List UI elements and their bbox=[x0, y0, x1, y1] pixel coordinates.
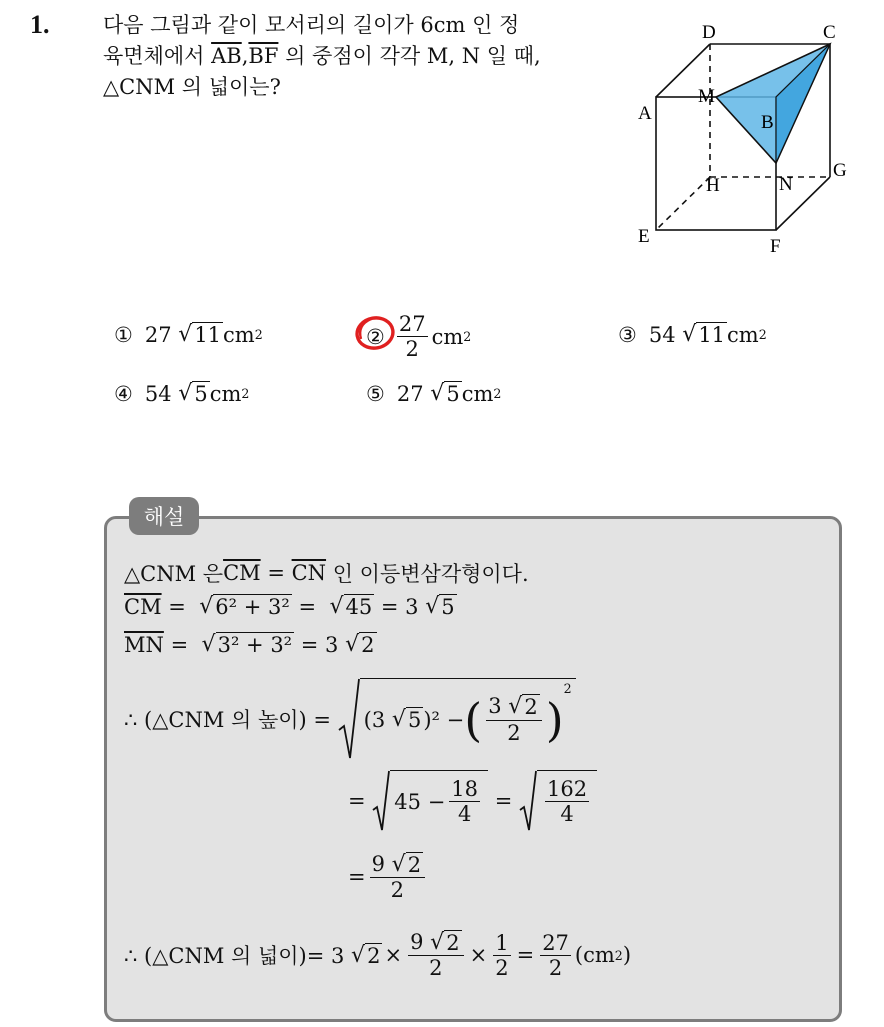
choice-3[interactable] bbox=[618, 322, 767, 347]
choice-2-unit: cm bbox=[431, 324, 464, 349]
choice-2-fraction bbox=[397, 312, 428, 361]
choice-2-number: ② bbox=[366, 324, 385, 349]
sol-l2-sqrt1: √ 6² + 3² bbox=[199, 594, 290, 619]
sol-l6-coef: 9 bbox=[371, 852, 385, 876]
choice-1[interactable] bbox=[114, 322, 263, 347]
sol-l7-frac3 bbox=[540, 931, 571, 980]
question-line-3: △CNM 의 넓이는? bbox=[103, 75, 281, 99]
sol-l7-sqrt: √ 2 bbox=[351, 942, 381, 968]
sol-l1-b: 인 이등변삼각형이다. bbox=[326, 562, 529, 586]
choice-4-exp: 2 bbox=[241, 386, 250, 401]
label-f: F bbox=[770, 236, 781, 257]
sol-l2-mid: = bbox=[291, 594, 323, 619]
choice-4-coef: 54 bbox=[144, 381, 172, 406]
sol-l4-frac bbox=[486, 694, 542, 744]
sol-l3-radicand2: 2 bbox=[361, 633, 375, 657]
question-text bbox=[103, 10, 623, 103]
choice-4-unit: cm bbox=[209, 381, 242, 406]
sol-l3-sqrt2: √ 2 bbox=[345, 632, 375, 657]
sol-l6-sqrt: √ 2 bbox=[391, 852, 422, 877]
sol-l4-frac-den: 2 bbox=[507, 720, 521, 745]
choice-4[interactable] bbox=[114, 381, 249, 406]
sol-l5-radicand-1 bbox=[390, 770, 488, 832]
choice-5-unit: cm bbox=[461, 381, 494, 406]
label-d: D bbox=[702, 22, 716, 43]
sol-l1-cn: $\overline{CN}$ bbox=[291, 561, 327, 585]
sol-l4-pre: ∴ (△CNM 의 높이) = bbox=[124, 708, 338, 732]
sol-l3-eq: = bbox=[163, 632, 195, 657]
sol-l7-pre: ∴ (△CNM 의 넓이)= 3 bbox=[124, 944, 345, 969]
sol-l2-radicand2: 45 bbox=[345, 595, 373, 619]
sol-l7-radicand: 2 bbox=[367, 943, 381, 968]
solution-line-1 bbox=[124, 558, 529, 588]
label-b: B bbox=[761, 112, 774, 133]
solution-line-7 bbox=[124, 930, 631, 980]
question-line-2-suffix: 의 중점이 각각 M, N 일 때, bbox=[278, 44, 541, 68]
sol-l2-radicand1: 6² + 3² bbox=[215, 595, 290, 619]
choice-4-number: ④ bbox=[114, 381, 133, 406]
sol-l7-eq: = bbox=[516, 943, 535, 968]
sol-l7-frac1-radicand: 2 bbox=[446, 931, 460, 955]
sol-l4-frac-num bbox=[486, 694, 542, 720]
sol-l4-radical-sign bbox=[338, 678, 360, 760]
sol-l1-a: △CNM 은 bbox=[124, 562, 224, 586]
label-a: A bbox=[638, 103, 652, 124]
sol-l7-frac1-coef: 9 bbox=[410, 930, 424, 954]
sol-l6-frac-den: 2 bbox=[390, 878, 405, 903]
label-m: M bbox=[698, 86, 715, 107]
sol-l5-radicand-2 bbox=[537, 770, 597, 832]
sol-l4-frac-sqrt: √ 2 bbox=[508, 694, 538, 720]
label-e: E bbox=[638, 226, 650, 247]
solution-line-6 bbox=[348, 852, 429, 902]
label-h: H bbox=[706, 175, 720, 196]
question-number: 1. bbox=[30, 10, 50, 39]
solution-line-4 bbox=[124, 678, 576, 760]
choice-4-radicand: 5 bbox=[194, 382, 208, 406]
sol-l1-cm: $\overline{CM}$ bbox=[223, 561, 261, 585]
choice-2-denominator: 2 bbox=[405, 337, 419, 362]
sol-l5-frac2 bbox=[545, 777, 589, 826]
solution-tag: 해설 bbox=[129, 497, 199, 535]
sol-l4-term1: (3 bbox=[363, 707, 386, 732]
sol-l2-eq: = bbox=[161, 594, 193, 619]
sol-l7-frac1-sqrt: √ 2 bbox=[430, 930, 460, 955]
solution-line-3 bbox=[124, 632, 377, 657]
choice-1-coef: 27 bbox=[144, 322, 172, 347]
sol-l5-frac1-num: 18 bbox=[451, 776, 479, 801]
choice-5[interactable] bbox=[366, 381, 501, 406]
choice-5-sqrt: √ 5 bbox=[430, 381, 460, 406]
choice-5-exp: 2 bbox=[493, 386, 502, 401]
choice-3-number: ③ bbox=[618, 322, 637, 347]
choice-3-radicand: 11 bbox=[698, 323, 726, 347]
sol-l5-frac1-den: 4 bbox=[457, 802, 472, 826]
sol-l3-radicand1: 3² + 3² bbox=[217, 633, 293, 657]
sol-l5-radical-1 bbox=[372, 770, 390, 832]
sol-l3-sqrt1: √ 3² + 3² bbox=[201, 632, 293, 657]
sol-l4-frac-num-coef: 3 bbox=[488, 694, 502, 719]
sol-l7-frac2-num: 1 bbox=[495, 930, 509, 955]
sol-l3-end: = 3 bbox=[294, 632, 339, 657]
label-g: G bbox=[833, 160, 847, 181]
choice-3-sqrt: √ 11 bbox=[682, 322, 726, 347]
choice-5-coef: 27 bbox=[396, 381, 424, 406]
sol-l7-times2: × bbox=[469, 943, 488, 968]
sol-l7-frac3-num: 27 bbox=[542, 930, 569, 955]
sol-l2-radicand3: 5 bbox=[441, 595, 455, 619]
sol-l4-rparen: ) bbox=[545, 692, 564, 747]
choice-3-exp: 2 bbox=[758, 327, 767, 342]
sol-l5-frac2-num: 162 bbox=[547, 776, 588, 801]
segment-ab: $\overline{AB}$ bbox=[211, 44, 242, 68]
sol-l5-sqrt1 bbox=[372, 770, 488, 832]
sol-l2-cm: $\overline{CM}$ bbox=[124, 594, 162, 619]
question-line-2 bbox=[103, 41, 623, 72]
choice-2-exp: 2 bbox=[463, 329, 472, 345]
sol-l1-eq: = bbox=[260, 561, 292, 585]
edge-he bbox=[656, 177, 710, 230]
sol-l5-eq: = bbox=[348, 789, 366, 813]
sol-l2-sqrt2: √ 45 bbox=[329, 594, 373, 619]
sol-l7-times: × bbox=[384, 943, 403, 968]
sol-l7-frac1-den: 2 bbox=[429, 956, 443, 981]
sol-l7-frac1 bbox=[408, 930, 464, 980]
sol-l4-term1-end: )² − bbox=[423, 707, 465, 732]
choice-1-exp: 2 bbox=[254, 327, 263, 342]
comma: , bbox=[241, 44, 249, 68]
sol-l6-frac-num bbox=[370, 852, 426, 878]
choice-3-unit: cm bbox=[727, 322, 759, 347]
sol-l4-term1-radicand: 5 bbox=[407, 708, 422, 732]
choice-4-sqrt: √ 5 bbox=[178, 381, 208, 406]
sol-l5-frac2-den: 4 bbox=[560, 802, 574, 826]
sol-l3-mn: $\overline{MN}$ bbox=[124, 632, 164, 657]
sol-l4-frac-radicand: 2 bbox=[524, 695, 538, 720]
sol-l7-frac1-num bbox=[408, 930, 464, 956]
sol-l5-radical-2 bbox=[519, 770, 537, 832]
sol-l6-eq: = bbox=[348, 865, 366, 890]
sol-l7-frac3-den: 2 bbox=[548, 955, 563, 980]
choice-3-coef: 54 bbox=[648, 322, 676, 347]
sol-l4-square: 2 bbox=[563, 681, 572, 696]
sol-l4-lparen: ( bbox=[464, 692, 483, 747]
sol-l7-frac2-den: 2 bbox=[495, 955, 509, 980]
segment-bf: $\overline{BF}$ bbox=[248, 44, 279, 68]
cube-figure bbox=[628, 12, 858, 262]
choice-1-sqrt: √ 11 bbox=[178, 322, 222, 347]
sol-l5-frac1 bbox=[449, 777, 480, 826]
choice-5-number: ⑤ bbox=[366, 381, 385, 406]
sol-l2-sqrt3: √ 5 bbox=[425, 594, 455, 619]
solution-line-2 bbox=[124, 594, 457, 619]
sol-l7-unit: (cm bbox=[574, 943, 615, 968]
label-c: C bbox=[823, 22, 836, 43]
label-n: N bbox=[779, 174, 793, 195]
choice-1-unit: cm bbox=[223, 322, 255, 347]
answer-mark-circle bbox=[353, 313, 397, 353]
question-line-2-prefix: 육면체에서 bbox=[103, 44, 212, 68]
choice-1-number: ① bbox=[114, 322, 133, 347]
question-line-1: 다음 그림과 같이 모서리의 길이가 6cm 인 정 bbox=[103, 13, 520, 37]
sol-l7-close: ) bbox=[622, 943, 632, 968]
sol-l5-sqrt2 bbox=[519, 770, 597, 832]
solution-line-5 bbox=[348, 770, 597, 832]
sol-l6-frac bbox=[370, 852, 426, 902]
sol-l4-bigsqrt bbox=[338, 678, 576, 760]
sol-l2-end: = 3 bbox=[374, 594, 419, 619]
choice-5-radicand: 5 bbox=[446, 382, 460, 406]
choice-1-radicand: 11 bbox=[194, 323, 222, 347]
sol-l4-radicand bbox=[360, 678, 576, 760]
choice-2-numerator: 27 bbox=[398, 312, 426, 336]
sol-l6-radicand: 2 bbox=[407, 853, 422, 877]
sol-l5-eq2: = bbox=[494, 789, 513, 813]
sol-l4-term1-sqrt: √ 5 bbox=[391, 707, 422, 732]
sol-l7-frac2 bbox=[493, 931, 510, 980]
sol-l7-exp: 2 bbox=[614, 947, 623, 963]
sol-l5-a: 45 − bbox=[394, 789, 446, 814]
